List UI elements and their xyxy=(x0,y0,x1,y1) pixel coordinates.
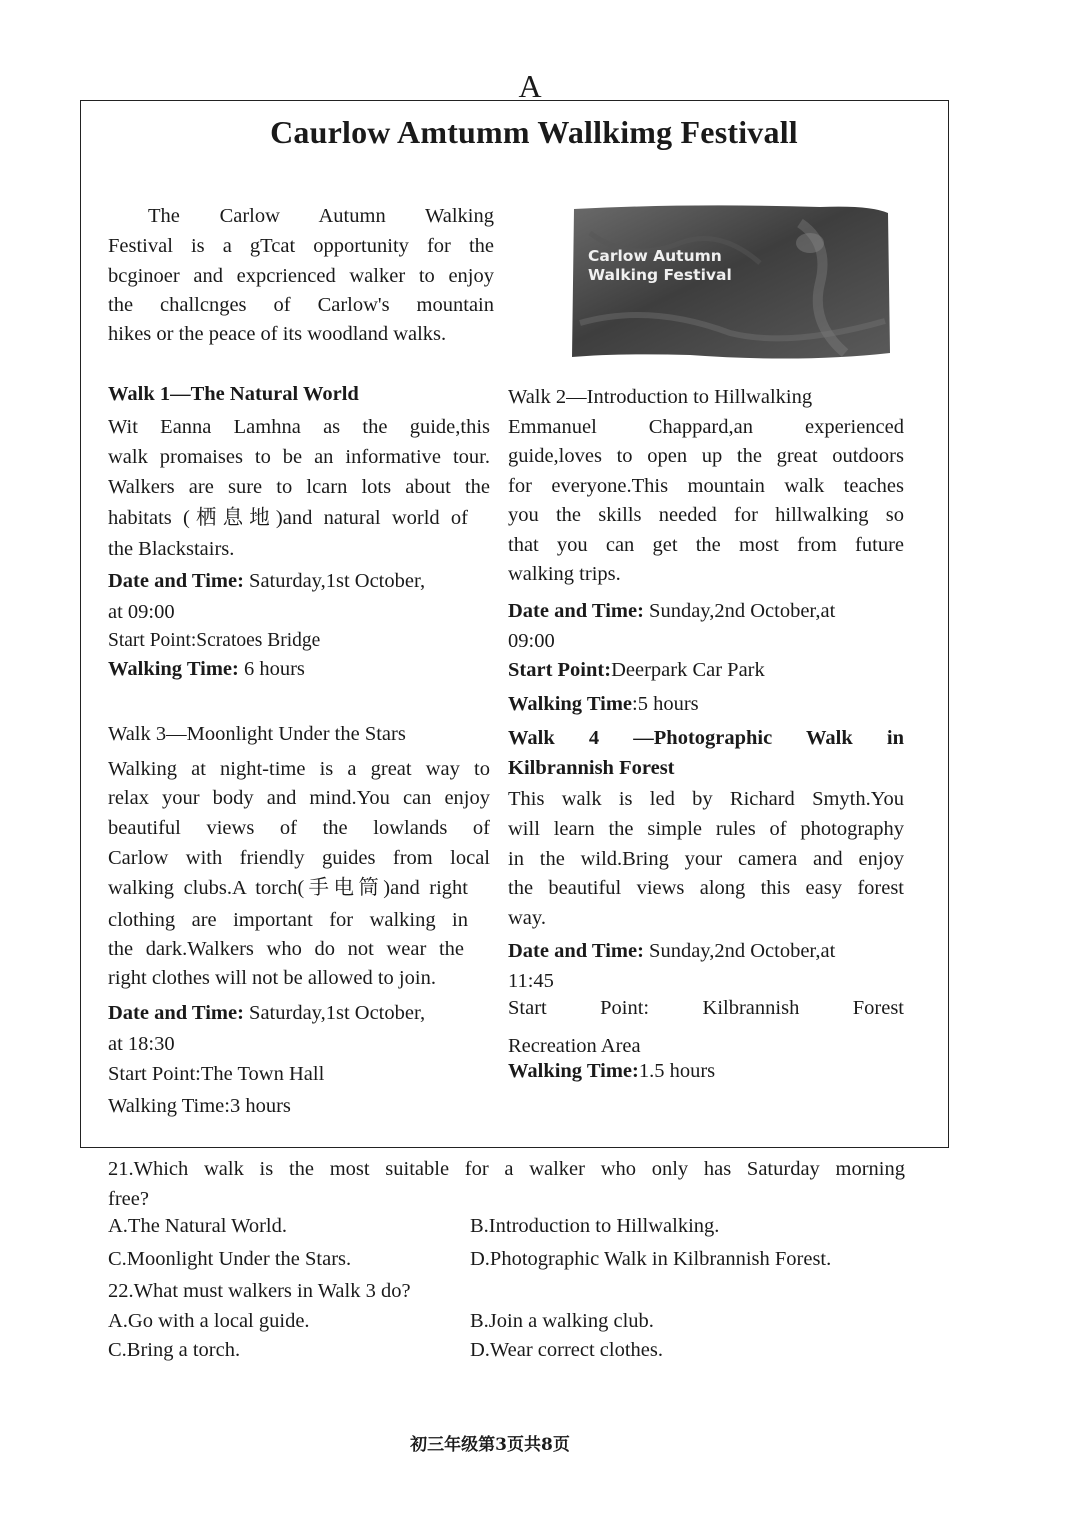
walk1-last-line: the Blackstairs. xyxy=(108,538,235,560)
intro-line: The Carlow Autumn Walking xyxy=(148,205,494,227)
walk2-start-value: Deerpark Car Park xyxy=(611,659,765,681)
walk3-time: Walking Time:3 hours xyxy=(108,1095,291,1117)
walk2-time-value: :5 hours xyxy=(632,693,699,715)
walk3-line: beautiful views of the lowlands of xyxy=(108,817,490,839)
walk4-line: the beautiful views along this easy forest xyxy=(508,877,904,899)
walk4-time-value: 1.5 hours xyxy=(638,1060,716,1082)
walk4-heading: Walk 4 —Photographic Walk in xyxy=(508,727,904,749)
walk3-date-label: Date and Time: xyxy=(108,1002,244,1024)
walk2-date-cont: 09:00 xyxy=(508,630,555,652)
question-22 xyxy=(108,1277,905,1377)
walk2-date-value: Sunday,2nd October,at xyxy=(643,600,836,622)
walk4-last-line: way. xyxy=(508,907,546,929)
walk2-start-label: Start Point: xyxy=(508,659,612,681)
walk2-line: that you can get the most from future xyxy=(508,534,904,556)
walk4-date xyxy=(508,937,835,966)
walk3-line: walking clubs.A torch(手电筒)and right xyxy=(108,877,468,899)
walk4-line: This walk is led by Richard Smyth.You xyxy=(508,788,904,810)
option-b[interactable]: B.Join a walking club. xyxy=(470,1310,654,1332)
option-a[interactable]: A.Go with a local guide. xyxy=(108,1310,310,1332)
walk4-start: Start Point: Kilbrannish Forest xyxy=(508,997,904,1019)
intro-line: Festival is a gTcat opportunity for the xyxy=(108,235,494,257)
walk1-time-label: Walking Time: xyxy=(108,658,239,680)
passage-title: Caurlow Amtumm Wallkimg Festivall xyxy=(270,114,798,150)
walk4-time xyxy=(508,1057,715,1086)
walk2-date-label: Date and Time: xyxy=(508,600,644,622)
walk1-date-cont: at 09:00 xyxy=(108,601,175,623)
walk3-block xyxy=(108,720,490,1130)
question-stem: 21.Which walk is the most suitable for a walker who only has Saturday morning xyxy=(108,1158,905,1180)
walk1-line: walk promaises to be an informative tour. xyxy=(108,446,490,468)
walk4-heading-cont: Kilbrannish Forest xyxy=(508,757,675,779)
walk1-line: Wit Eanna Lamhna as the guide,this xyxy=(108,416,490,438)
walk3-line: Carlow with friendly guides from local xyxy=(108,847,490,869)
walk2-heading: Walk 2—Introduction to Hillwalking xyxy=(508,386,813,408)
banner-line1: Carlow Autumn xyxy=(588,247,722,265)
walk3-heading: Walk 3—Moonlight Under the Stars xyxy=(108,723,406,745)
walk2-start xyxy=(508,656,765,685)
walk3-start: Start Point:The Town Hall xyxy=(108,1063,325,1085)
walk1-line: Walkers are sure to lcarn lots about the xyxy=(108,476,490,498)
walk4-block xyxy=(508,724,904,1094)
intro-line: bcginoer and expcrienced walker to enjoy xyxy=(108,265,494,287)
walk2-line: for everyone.This mountain walk teaches xyxy=(508,475,904,497)
walk2-line: Emmanuel Chappard,an experienced xyxy=(508,416,904,438)
option-a[interactable]: A.The Natural World. xyxy=(108,1215,288,1237)
walk2-line: you the skills needed for hillwalking so xyxy=(508,504,904,526)
walk2-line: guide,loves to open up the great outdoors xyxy=(508,445,904,467)
walk3-line: the dark.Walkers who do not wear the xyxy=(108,938,464,960)
walk4-line: will learn the simple rules of photography xyxy=(508,818,904,840)
walk3-line: relax your body and mind.You can enjoy xyxy=(108,787,490,809)
walk1-heading: Walk 1—The Natural World xyxy=(108,383,359,405)
walk3-date-cont: at 18:30 xyxy=(108,1033,175,1055)
walk3-line: clothing are important for walking in xyxy=(108,909,468,931)
intro-line: the challcnges of Carlow's mountain xyxy=(108,294,494,316)
option-d[interactable]: D.Photographic Walk in Kilbrannish Forest. xyxy=(470,1248,832,1270)
walk3-line: Walking at night-time is a great way to xyxy=(108,758,490,780)
walk3-date-value: Saturday,1st October, xyxy=(243,1002,426,1024)
walk4-line: in the wild.Bring your camera and enjoy xyxy=(508,848,904,870)
option-d[interactable]: D.Wear correct clothes. xyxy=(470,1339,663,1361)
walk1-block xyxy=(108,380,490,700)
walk2-block xyxy=(508,383,904,723)
festival-banner-photo xyxy=(570,203,892,365)
option-b[interactable]: B.Introduction to Hillwalking. xyxy=(470,1215,720,1237)
walk1-date-value: Saturday,1st October, xyxy=(243,570,426,592)
intro-line: hikes or the peace of its woodland walks. xyxy=(108,323,447,345)
section-letter: A xyxy=(518,68,542,104)
walk1-line: habitats (栖息地)and natural world of xyxy=(108,507,468,529)
walk4-date-cont: 11:45 xyxy=(508,970,554,992)
walk1-time-value: 6 hours xyxy=(238,658,305,680)
walk4-date-label: Date and Time: xyxy=(508,940,644,962)
walk3-date xyxy=(108,999,425,1028)
walk2-date xyxy=(508,597,835,626)
walk1-date xyxy=(108,567,425,596)
question-stem-cont: free? xyxy=(108,1188,149,1210)
walk1-date-label: Date and Time: xyxy=(108,570,244,592)
walk1-time xyxy=(108,655,305,684)
walk4-time-label: Walking Time: xyxy=(508,1060,639,1082)
walk3-last-line: right clothes will not be allowed to join. xyxy=(108,967,436,989)
question-stem: 22.What must walkers in Walk 3 do? xyxy=(108,1280,411,1302)
walk1-start: Start Point:Scratoes Bridge xyxy=(108,630,321,651)
banner-line2: Walking Festival xyxy=(588,266,732,284)
option-c[interactable]: C.Bring a torch. xyxy=(108,1339,241,1361)
walk2-time-label: Walking Time xyxy=(508,693,632,715)
option-c[interactable]: C.Moonlight Under the Stars. xyxy=(108,1248,352,1270)
walk2-time xyxy=(508,690,699,719)
walk4-start-cont: Recreation Area xyxy=(508,1035,641,1057)
question-21 xyxy=(108,1155,905,1275)
walk2-last-line: walking trips. xyxy=(508,563,621,585)
page-footer: 初三年级第3页共8页 xyxy=(410,1435,570,1455)
walk4-date-value: Sunday,2nd October,at xyxy=(643,940,836,962)
